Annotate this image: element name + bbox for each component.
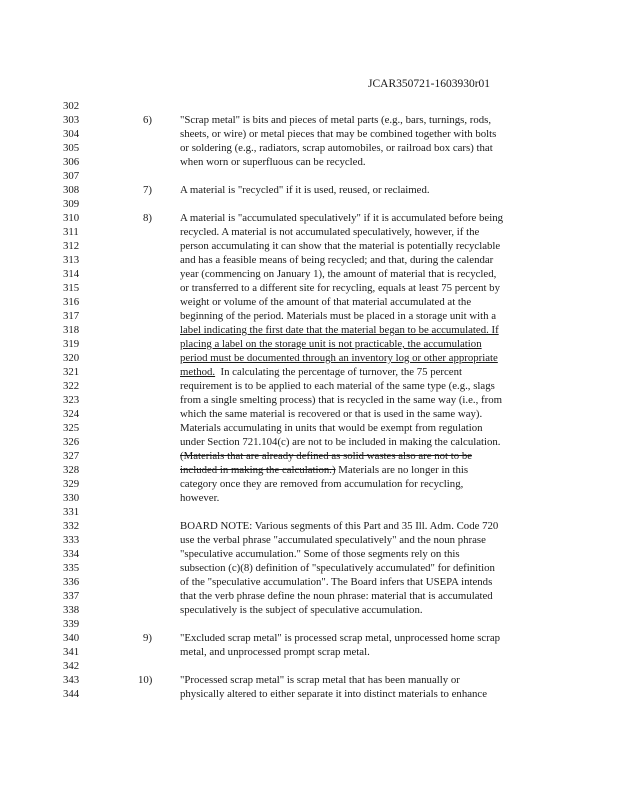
text-line: metal, and unprocessed prompt scrap metal. [180,646,370,658]
text-line: A material is "accumulated speculatively" if it is accumulated before being [180,212,504,224]
line-number: 303 [63,114,80,126]
underlined-text: method. [180,366,216,378]
line-number: 330 [63,492,80,504]
item-number: 8) [143,212,152,224]
text-line: beginning of the period. Materials must be placed in a storage unit with a [180,310,497,322]
text-line: weight or volume of the amount of that material accumulated at the [180,296,472,308]
text-line: A material is "recycled" if it is used, reused, or reclaimed. [180,184,430,196]
text-line: however. [180,492,220,504]
text-segment: Materials are no longer in this [335,464,469,476]
line-number: 313 [63,254,80,266]
struck-text: included in making the calculation.) [180,464,336,476]
text-line: sheets, or wire) or metal pieces that may be combined together with bolts [180,128,497,140]
line-number: 308 [63,184,80,196]
line-number: 333 [63,534,80,546]
line-number: 306 [63,156,80,168]
line-number: 334 [63,548,80,560]
line-number: 332 [63,520,80,532]
line-number: 321 [63,366,80,378]
line-number: 307 [63,170,80,182]
text-line: "Processed scrap metal" is scrap metal that has been manually or [180,674,460,686]
line-number: 328 [63,464,80,476]
text-line: of the "speculative accumulation". The Board infers that USEPA intends [180,576,493,588]
text-line: recycled. A material is not accumulated speculatively, however, if the [180,226,480,238]
text-line [180,366,462,378]
line-number: 337 [63,590,80,602]
text-line: Materials accumulating in units that would be exempt from regulation [180,422,483,434]
item-number: 10) [138,674,153,686]
text-line: "Scrap metal" is bits and pieces of metal parts (e.g., bars, turnings, rods, [180,114,492,126]
line-number: 341 [63,646,80,658]
text-line: that the verb phrase define the noun phrase: material that is accumulated [180,590,493,602]
line-number: 324 [63,408,80,420]
line-number: 323 [63,394,80,406]
text-line: under Section 721.104(c) are not to be included in making the calculation. [180,436,501,448]
line-number: 309 [63,198,80,210]
line-number: 310 [63,212,80,224]
text-line: or soldering (e.g., radiators, scrap automobiles, or railroad box cars) that [180,142,493,154]
line-number: 316 [63,296,80,308]
line-number: 339 [63,618,80,630]
text-line: and has a feasible means of being recycled; and that, during the calendar [180,254,494,266]
text-line: or transferred to a different site for recycling, equals at least 75 percent by [180,282,500,294]
line-number: 327 [63,450,80,462]
text-line: BOARD NOTE: Various segments of this Part and 35 Ill. Adm. Code 720 [180,520,499,532]
item-number: 6) [143,114,152,126]
line-number: 344 [63,688,80,700]
item-number: 7) [143,184,152,196]
line-number: 336 [63,576,80,588]
line-number: 304 [63,128,80,140]
text-line: "Excluded scrap metal" is processed scrap metal, unprocessed home scrap [180,632,501,644]
underlined-text-line: label indicating the first date that the material began to be accumulated. If [180,324,499,336]
text-line: use the verbal phrase "accumulated speculatively" and the noun phrase [180,534,486,546]
line-number: 338 [63,604,80,616]
text-segment: In calculating the percentage of turnover, the 75 percent [215,366,462,378]
document-id: JCAR350721-1603930r01 [368,78,491,90]
line-number: 315 [63,282,80,294]
line-number: 320 [63,352,80,364]
line-number: 314 [63,268,80,280]
line-number: 335 [63,562,80,574]
underlined-text-line: period must be documented through an inventory log or other appropriate [180,352,498,364]
line-number: 329 [63,478,80,490]
text-line: from a single smelting process) that is recycled in the same way (i.e., from [180,394,503,406]
line-number: 305 [63,142,80,154]
line-number: 343 [63,674,80,686]
line-number: 318 [63,324,80,336]
text-line: requirement is to be applied to each material of the same type (e.g., slags [180,380,495,392]
text-line: category once they are removed from accumulation for recycling, [180,478,464,490]
text-line: subsection (c)(8) definition of "speculatively accumulated" for definition [180,562,495,574]
line-number: 342 [63,660,80,672]
line-number: 311 [63,226,79,238]
text-line: person accumulating it can show that the material is potentially recyclable [180,240,501,252]
line-number: 325 [63,422,80,434]
text-line: which the same material is recovered or that is used in the same way). [180,408,483,420]
text-line: physically altered to either separate it into distinct materials to enhance [180,688,487,700]
underlined-text-line: placing a label on the storage unit is not practicable, the accumulation [180,338,482,350]
line-number: 302 [63,100,80,112]
text-line: when worn or superfluous can be recycled. [180,156,366,168]
text-line [180,464,468,476]
line-number: 312 [63,240,80,252]
item-number: 9) [143,632,152,644]
struck-text-line: (Materials that are already defined as solid wastes also are not to be [180,450,473,462]
line-number: 326 [63,436,80,448]
line-number: 322 [63,380,80,392]
text-line: "speculative accumulation." Some of those segments rely on this [180,548,460,560]
text-line: year (commencing on January 1), the amount of material that is recycled, [180,268,497,280]
text-line: speculatively is the subject of speculative accumulation. [180,604,423,616]
line-number: 340 [63,632,80,644]
line-number: 317 [63,310,80,322]
line-number: 319 [63,338,80,350]
line-number: 331 [63,506,80,518]
